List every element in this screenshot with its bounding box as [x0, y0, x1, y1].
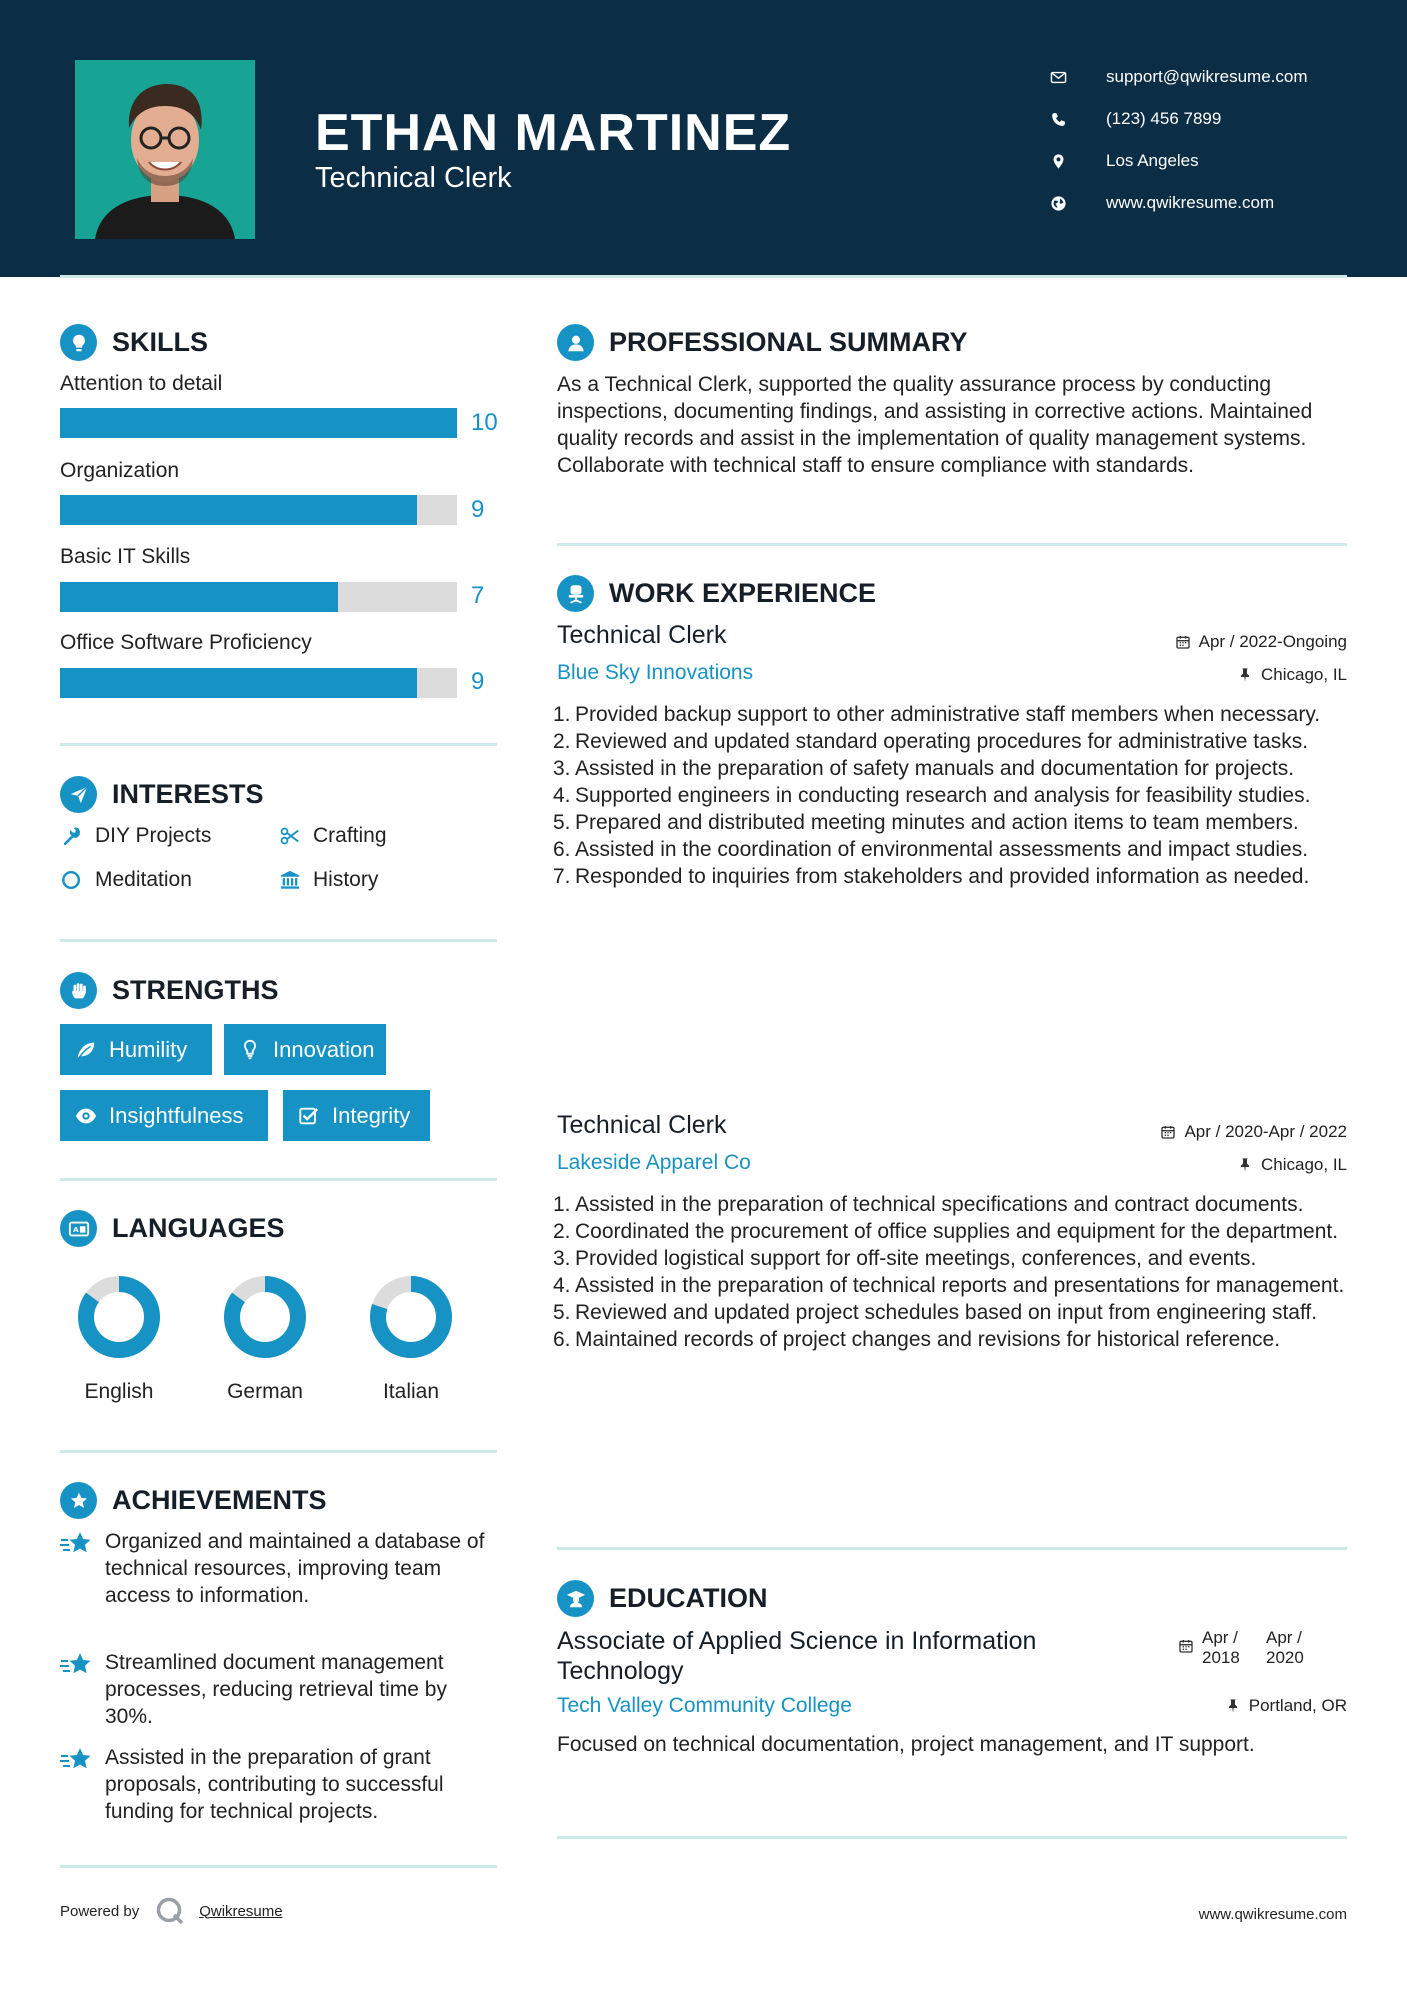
shooting-star-icon [60, 1746, 93, 1773]
job-location-text: Chicago, IL [1261, 1155, 1347, 1174]
duty-text: Assisted in the preparation of technical reports and presentations for management. [575, 1274, 1345, 1297]
language-item [205, 1272, 325, 1404]
header-divider [60, 275, 1347, 278]
section-divider [557, 543, 1347, 546]
qwikresume-link[interactable]: Qwikresume [199, 1902, 283, 1920]
duty-text: Assisted in the coordination of environmental assessments and impact studies. [575, 838, 1309, 861]
strength-label: Innovation [273, 1036, 375, 1062]
duty-text: Provided backup support to other administrative staff members when necessary. [575, 703, 1321, 726]
language-item [351, 1272, 471, 1404]
interest-item [278, 824, 387, 848]
interest-label: Crafting [313, 824, 387, 847]
contact-website-text: www.qwikresume.com [1106, 193, 1275, 212]
checkbox-icon [297, 1105, 323, 1127]
duty-text: Prepared and distributed meeting minutes and action items to team members. [575, 811, 1299, 834]
strengths-heading [60, 972, 279, 1009]
strength-chip [60, 1090, 268, 1141]
list-item: 2. Coordinated the procurement of office supplies and equipment for the department. [553, 1220, 1339, 1243]
achievement-item [60, 1744, 500, 1825]
contact-list [1050, 56, 1308, 224]
strength-label: Integrity [332, 1102, 411, 1128]
interest-label: History [313, 868, 379, 891]
envelope-icon [1050, 67, 1086, 87]
wrench-icon [60, 824, 84, 848]
job-dates-text: Apr / 2020-Apr / 2022 [1184, 1122, 1347, 1141]
achievements-title: ACHIEVEMENTS [112, 1485, 327, 1515]
pushpin-icon [1237, 1157, 1253, 1173]
duty-text: Assisted in the preparation of technical specifications and contract documents. [575, 1193, 1304, 1216]
list-item: 5. Prepared and distributed meeting minutes and action items to team members. [553, 811, 1299, 834]
profile-photo [75, 60, 255, 239]
duty-text: Reviewed and updated project schedules based on input from engineering staff. [575, 1301, 1318, 1324]
location-pin-icon [1050, 151, 1086, 171]
list-item: 6. Maintained records of project changes and revisions for historical reference. [553, 1328, 1281, 1351]
section-divider [60, 743, 497, 746]
strength-chip [60, 1024, 212, 1075]
job-duties [553, 1191, 1352, 1353]
list-item: 5. Reviewed and updated project schedules based on input from engineering staff. [553, 1301, 1318, 1324]
education-location-text: Portland, OR [1248, 1696, 1347, 1715]
circle-icon [60, 868, 84, 892]
candidate-title: Technical Clerk [315, 162, 512, 194]
museum-icon [278, 868, 302, 892]
pushpin-icon [1225, 1698, 1241, 1714]
skill-bar [60, 582, 457, 612]
interests-title: INTERESTS [112, 779, 264, 809]
achievement-text: Organized and maintained a database of technical resources, improving team access to information. [105, 1530, 485, 1607]
interest-item [278, 868, 378, 892]
education-description: Focused on technical documentation, project management, and IT support. [557, 1733, 1255, 1756]
job-duties [553, 701, 1352, 890]
interest-item [60, 868, 192, 892]
language-item [59, 1272, 179, 1404]
contact-phone-text: (123) 456 7899 [1106, 109, 1222, 128]
skill-label: Attention to detail [60, 372, 223, 395]
strengths-title: STRENGTHS [112, 975, 279, 1005]
user-icon [557, 324, 594, 361]
contact-location-text: Los Angeles [1106, 151, 1199, 170]
education-heading [557, 1580, 768, 1617]
skill-label: Basic IT Skills [60, 545, 191, 568]
candidate-name: ETHAN MARTINEZ [315, 104, 792, 162]
calendar-icon [1160, 1124, 1176, 1140]
lightbulb-icon [60, 324, 97, 361]
paper-plane-icon [60, 776, 97, 813]
strength-label: Insightfulness [109, 1102, 244, 1128]
achievement-text: Assisted in the preparation of grant proposals, contributing to successful funding for technical projects. [105, 1746, 444, 1823]
duty-text: Supported engineers in conducting research and analysis for feasibility studies. [575, 784, 1311, 807]
job-location [1237, 665, 1347, 685]
experience-heading [557, 575, 876, 612]
skill-bar [60, 495, 457, 525]
education-dates [1178, 1628, 1310, 1668]
interests-heading [60, 776, 264, 813]
contact-email[interactable] [1050, 56, 1308, 98]
language-label: Italian [382, 1380, 440, 1403]
list-item: 3. Provided logistical support for off-site meetings, conferences, and events. [553, 1247, 1257, 1270]
strength-chip [224, 1024, 386, 1075]
contact-email-text: support@qwikresume.com [1106, 67, 1308, 86]
section-divider [557, 1547, 1347, 1550]
lightbulb-icon [238, 1039, 264, 1061]
leaf-icon [74, 1039, 100, 1061]
contact-website[interactable] [1050, 182, 1308, 224]
list-item: 3. Assisted in the preparation of safety manuals and documentation for projects. [553, 757, 1295, 780]
skill-label: Organization [60, 459, 180, 482]
duty-text: Provided logistical support for off-site meetings, conferences, and events. [575, 1247, 1257, 1270]
calendar-icon [1175, 634, 1191, 650]
education-location [1225, 1696, 1347, 1716]
section-divider [60, 939, 497, 942]
svg-text:A: A [72, 1224, 79, 1234]
section-divider [60, 1865, 497, 1868]
languages-heading [60, 1210, 285, 1247]
footer-powered-by [60, 1896, 283, 1926]
list-item: 1. Assisted in the preparation of technical specifications and contract documents. [553, 1193, 1304, 1216]
pushpin-icon [1237, 667, 1253, 683]
skill-value: 7 [471, 582, 485, 609]
star-badge-icon [60, 1482, 97, 1519]
contact-location [1050, 140, 1308, 182]
skill-bar-fill [60, 495, 417, 525]
list-item: 6. Assisted in the coordination of environmental assessments and impact studies. [553, 838, 1309, 861]
education-end: Apr / 2020 [1266, 1628, 1304, 1667]
skill-bar [60, 408, 457, 438]
globe-icon [1050, 193, 1086, 213]
job-dates-text: Apr / 2022-Ongoing [1198, 632, 1347, 651]
job-dates [1160, 1122, 1347, 1142]
achievement-item [60, 1649, 500, 1730]
skill-bar-fill [60, 668, 417, 698]
phone-icon [1050, 109, 1086, 129]
achievement-text: Streamlined document management processes, reducing retrieval time by 30%. [105, 1651, 447, 1728]
shooting-star-icon [60, 1651, 93, 1678]
calendar-icon [1178, 1638, 1194, 1654]
list-item: 7. Responded to inquiries from stakeholders and provided information as needed. [553, 865, 1310, 888]
job-title: Technical Clerk [557, 1111, 727, 1139]
raised-fist-icon [60, 972, 97, 1009]
interest-label: DIY Projects [95, 824, 212, 847]
experience-title: WORK EXPERIENCE [609, 578, 877, 608]
achievements-heading [60, 1482, 327, 1519]
scissors-icon [278, 824, 302, 848]
shooting-star-icon [60, 1530, 93, 1557]
section-divider [557, 1836, 1347, 1839]
job-company: Lakeside Apparel Co [557, 1151, 751, 1174]
duty-text: Assisted in the preparation of safety manuals and documentation for projects. [575, 757, 1295, 780]
skill-bar [60, 668, 457, 698]
resume-header [0, 0, 1407, 277]
interest-label: Meditation [95, 868, 192, 891]
contact-phone[interactable] [1050, 98, 1308, 140]
language-donut [366, 1272, 456, 1362]
list-item: 1. Provided backup support to other administrative staff members when necessary. [553, 703, 1321, 726]
language-donut [220, 1272, 310, 1362]
duty-text: Responded to inquiries from stakeholders and provided information as needed. [575, 865, 1310, 888]
summary-title: PROFESSIONAL SUMMARY [609, 327, 968, 357]
section-divider [60, 1450, 497, 1453]
footer-website[interactable]: www.qwikresume.com [1198, 1906, 1347, 1923]
education-title: EDUCATION [609, 1583, 768, 1613]
profile-photo-illustration [75, 60, 255, 239]
skill-value: 9 [471, 496, 485, 523]
list-item: 4. Supported engineers in conducting research and analysis for feasibility studies. [553, 784, 1311, 807]
languages-title: LANGUAGES [112, 1213, 285, 1243]
list-item: 2. Reviewed and updated standard operating procedures for administrative tasks. [553, 730, 1309, 753]
job-company: Blue Sky Innovations [557, 661, 754, 684]
summary-heading [557, 324, 968, 361]
office-chair-icon [557, 575, 594, 612]
skills-title: SKILLS [112, 327, 209, 357]
language-card-icon [60, 1210, 97, 1247]
skill-bar-fill [60, 408, 457, 438]
powered-by-text: Powered by [60, 1902, 140, 1920]
school-name: Tech Valley Community College [557, 1694, 852, 1717]
duty-text: Maintained records of project changes and revisions for historical reference. [575, 1328, 1281, 1351]
education-start: Apr / 2018 [1202, 1628, 1240, 1667]
language-label: German [227, 1380, 303, 1403]
strength-chip [283, 1090, 430, 1141]
job-dates [1175, 632, 1347, 652]
section-divider [60, 1178, 497, 1181]
qwikresume-logo-icon [155, 1896, 185, 1926]
job-title: Technical Clerk [557, 621, 727, 649]
eye-icon [74, 1105, 100, 1127]
job-location-text: Chicago, IL [1261, 665, 1347, 684]
skill-value: 10 [471, 409, 498, 436]
duty-text: Reviewed and updated standard operating procedures for administrative tasks. [575, 730, 1309, 753]
language-donut [74, 1272, 164, 1362]
skill-label: Office Software Proficiency [60, 631, 312, 654]
skill-bar-fill [60, 582, 338, 612]
graduate-icon [557, 1580, 594, 1617]
summary-text: As a Technical Clerk, supported the quality assurance process by conducting inspections, documenting findings, and assisting in corrective actions. Maintained quality records and assist in the implementation of quality management systems. Collaborate with technical staff to ensure compliance with standards. [557, 373, 1313, 477]
list-item: 4. Assisted in the preparation of technical reports and presentations for management. [553, 1274, 1345, 1297]
skills-heading [60, 324, 208, 361]
interest-item [60, 824, 211, 848]
duty-text: Coordinated the procurement of office supplies and equipment for the department. [575, 1220, 1339, 1243]
degree-title: Associate of Applied Science in Information Technology [557, 1627, 1037, 1685]
skill-value: 9 [471, 668, 485, 695]
achievement-item [60, 1528, 500, 1609]
language-label: English [84, 1380, 154, 1403]
job-location [1237, 1155, 1347, 1175]
strength-label: Humility [109, 1036, 188, 1062]
